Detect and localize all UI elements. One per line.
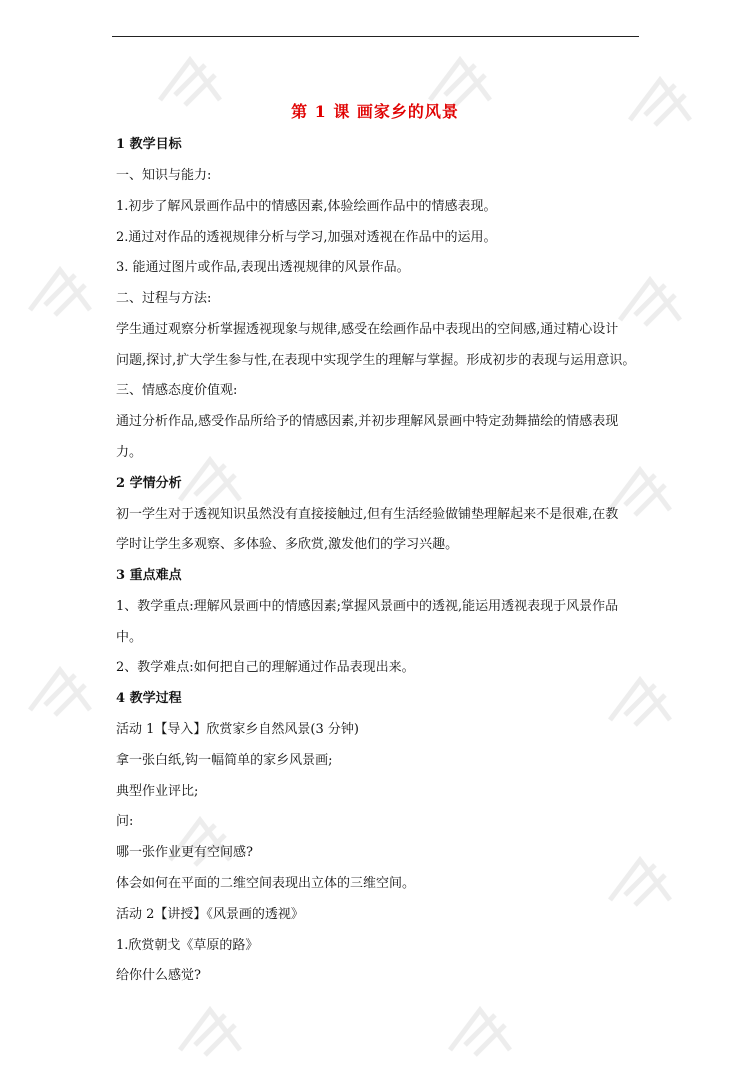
paragraph-line: 问题,探讨,扩大学生参与性,在表现中实现学生的理解与掌握。形成初步的表现与运用意识。	[116, 353, 636, 368]
paragraph-line: 问:	[116, 814, 134, 829]
paragraph-line: 通过分析作品,感受作品所给予的情感因素,并初步理解风景画中特定劲舞描绘的情感表现	[116, 414, 619, 429]
paragraph-line: 2、教学难点:如何把自己的理解通过作品表现出来。	[116, 660, 415, 675]
subheading-knowledge: 一、知识与能力:	[116, 168, 212, 183]
subheading-process: 二、过程与方法:	[116, 291, 212, 306]
paragraph-line: 2.通过对作品的透视规律分析与学习,加强对透视在作品中的运用。	[116, 230, 497, 245]
lesson-title: 第 1 课 画家乡的风景	[291, 102, 459, 121]
paragraph-line: 典型作业评比;	[116, 784, 199, 799]
paragraph-line: 学时让学生多观察、多体验、多欣赏,激发他们的学习兴趣。	[116, 537, 459, 552]
activity-line: 活动 2【讲授】《风景画的透视》	[116, 907, 304, 922]
section-heading-analysis: 2 学情分析	[116, 476, 182, 491]
watermark-logo-icon	[20, 650, 100, 730]
section-heading-keypoints: 3 重点难点	[116, 568, 182, 583]
paragraph-line: 学生通过观察分析掌握透视现象与规律,感受在绘画作品中表现出的空间感,通过精心设计	[116, 322, 619, 337]
paragraph-line: 1.初步了解风景画作品中的情感因素,体验绘画作品中的情感表现。	[116, 199, 497, 214]
paragraph-line: 1、教学重点:理解风景画中的情感因素;掌握风景画中的透视,能运用透视表现于风景作品	[116, 599, 619, 614]
subheading-attitude: 三、情感态度价值观:	[116, 383, 238, 398]
paragraph-line: 给你什么感觉?	[116, 968, 201, 983]
section-heading-process: 4 教学过程	[116, 691, 182, 706]
paragraph-line: 哪一张作业更有空间感?	[116, 845, 253, 860]
header-rule	[112, 36, 639, 37]
paragraph-line: 拿一张白纸,钩一幅简单的家乡风景画;	[116, 753, 333, 768]
paragraph-line: 3. 能通过图片或作品,表现出透视规律的风景作品。	[116, 260, 410, 275]
paragraph-line: 体会如何在平面的二维空间表现出立体的三维空间。	[116, 876, 416, 891]
watermark-logo-icon	[20, 250, 100, 330]
watermark-logo-icon	[170, 990, 250, 1070]
paragraph-line: 中。	[116, 630, 143, 645]
activity-line: 活动 1【导入】欣赏家乡自然风景(3 分钟)	[116, 722, 359, 737]
paragraph-line: 力。	[116, 445, 143, 460]
watermark-logo-icon	[440, 990, 520, 1070]
section-heading-goals: 1 教学目标	[116, 137, 182, 152]
paragraph-line: 1.欣赏朝戈《草原的路》	[116, 938, 259, 953]
watermark-logo-icon	[160, 800, 240, 880]
paragraph-line: 初一学生对于透视知识虽然没有直接接触过,但有生活经验做铺垫理解起来不是很难,在教	[116, 507, 619, 522]
